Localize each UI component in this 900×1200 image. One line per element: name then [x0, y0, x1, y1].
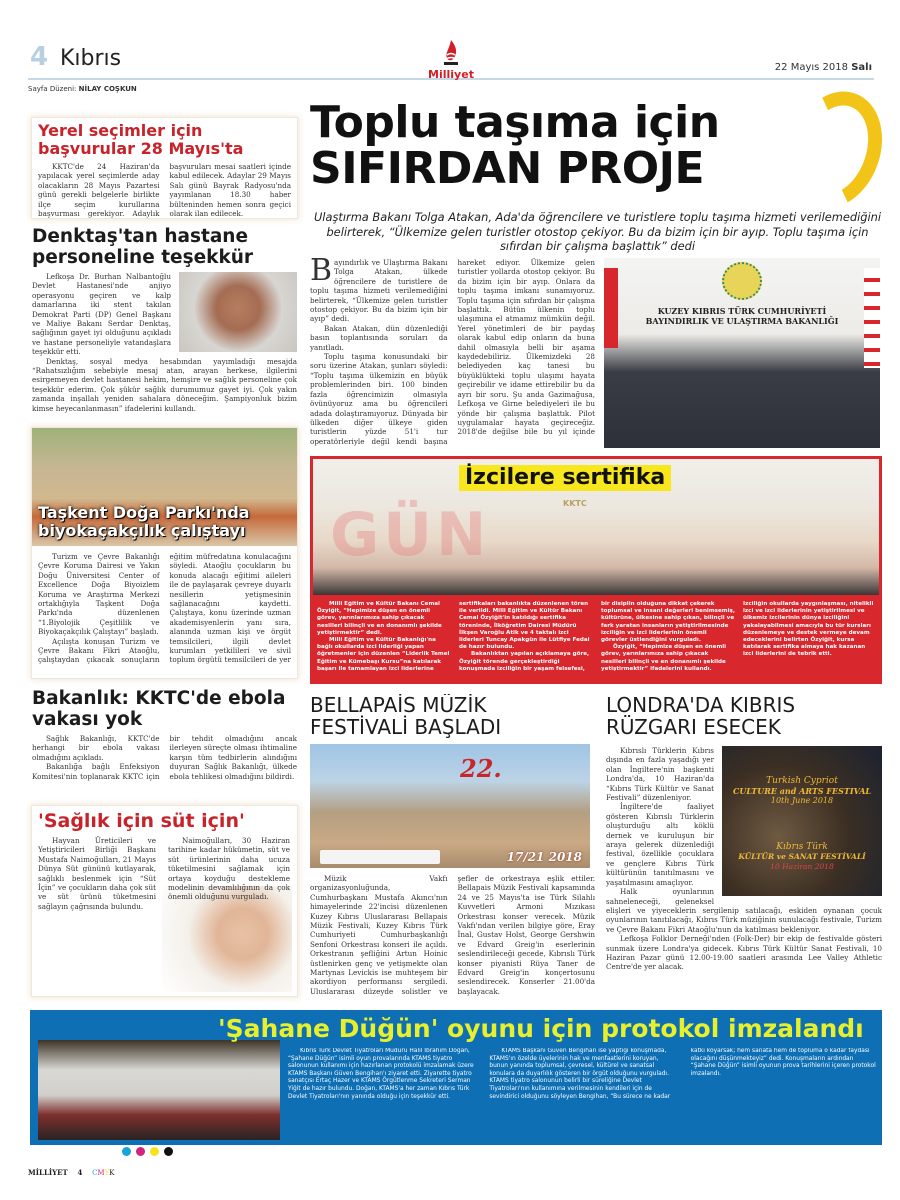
taskent-park-photo — [32, 428, 297, 546]
milk-paragraph: Naimoğulları, 30 Haziran tarihine kadar hükümetin, süt ve süt ürünlerinin daha ucuza tüketilmesini sağlamak için ortaya koyduğu destekleme modelinin devamlılığının da çok önemli olduğunu vurguladı. — [168, 836, 290, 902]
main-paragraph-text: ayındırlık ve Ulaştırma Bakanı Tolga Atakan, ülkede öğrencilere de turistlere de toplu taşıma hizmeti verilemediğini belirterek, “Ülkemize gelen turistler otostop çekiyor. Bu da bizim için bir ayıp” dedi. — [310, 258, 448, 324]
theatre-paragraph: Kıbrıs Türk Devlet Tiyatroları Müdürü Halil İbrahim Doğan, “Şahane Düğün” isimli oyun provalarında KTAMS tiyatro salonunun kullanımı için hazırlanan protokolü imzalamak üzere KTAMS Başkanı Güven Bengihan'ı ziyaret etti. Ziyarette tiyatro sanatçısı Ertaç Hazer ve KTAMS Örgütlenme Sekreteri Serman Yiğit de hazır bulundu. Doğan, KTAMS'a her zaman Kıbrıs Türk Devlet Tiyatroları'nın yanında olduğu için teşekkür etti. — [288, 1048, 474, 1100]
page-footer — [28, 1168, 114, 1177]
main-subheadline: Ulaştırma Bakanı Tolga Atakan, Ada'da öğrencilere ve turistlere toplu taşıma hizmeti verilemediğini belirterek, “Ülkemize gelen turistler otostop çekiyor. Bu da bizim için bir ayıp. Toplu taşıma için sıfırdan bir çalışma başlattık” dedi — [313, 210, 882, 253]
denktas-paragraph: Lefkoşa Dr. Burhan Nalbantoğlu Devlet Hastanesi'nde anjiyo operasyonu geçiren ve kalp damarlarına iki stent takılan Demokrat Parti (DP) Genel Başkanı ve Maliye Bakanı Serdar Denktaş, sağlığının gayet iyi olduğunu açıkladı ve hastane personeliyle vatandaşlara teşekkür etti. — [32, 272, 171, 357]
london-paragraph: Lefkoşa Folklor Derneği'nden (Folk-Der) bir ekip de festivalde gösteri sunmak üzere Londra'ya gidecek. Kıbrıs Türk Kültür Sanat Festivali, 10 Haziran Pazar günü 12.00-19.00 saatleri arasında Lee Valley Athletic Centre'de yer alacak. — [606, 934, 882, 972]
poster-line: 10th June 2018 — [770, 796, 834, 805]
denktas-article — [32, 226, 297, 421]
main-headline-line1: Toplu taşıma için — [310, 97, 720, 148]
denktas-body — [32, 272, 297, 413]
main-paragraph — [310, 258, 448, 324]
london-paragraph: Kıbrıslı Türklerin Kıbrıs dışında en fazla yaşadığı yer olan İngiltere'nin başkenti Londra'da, 10 Haziran'da “Kıbrıs Türk Kültür ve Sanat Festivali” düzenleniyor. — [606, 746, 714, 803]
bellapais-headline-line1: BELLAPAİS MÜZİK — [310, 694, 487, 717]
cmyk-y: Y — [104, 1169, 110, 1177]
ministry-banner-line1: KUZEY KIBRIS TÜRK CUMHURİYETİ — [657, 306, 827, 316]
ebola-headline: Bakanlık: KKTC'de ebola vakası yok — [32, 688, 286, 730]
london-paragraph: Halk oyunlarının sahneleneceği, geleneksel elişleri ve yiyeceklerin sergilenip satılacağı, eskiden oynanan çocuk oyunlarının tanıtılacağı, Kıbrıs Türk müziğinin sunulacağı festivale, Turizm ve Çevre Bakanı Fikri Ataoğlu'nun da katılması bekleniyor. — [606, 887, 882, 934]
sponsor-logos — [320, 850, 440, 864]
taskent-paragraph: Açılışta konuşan Turizm ve Çevre Bakanı Fikri Ataoğlu, çalıştaydan çıkacak sonuçların eğitim müfredatına konulacağını söyledi. Ataoğlu çocukların bu konuda alacağı eğitimi aileleri ile de paylaşarak çevreye duyarlı nesillerin yetişmesinin sağlanacağını kaydetti. Çalıştaya, konu üzerinde uzman akademisyenlerin yanı sıra, alanında uzman kişi ve örgüt temsilcileri, ilgili devlet kurumları yetkilileri ve sivil toplum örgütü temsilcileri de yer — [38, 552, 291, 665]
main-paragraph: Toplu taşıma konusundaki bir soru üzerine Atakan, şunları söyledi: “Toplu taşıma ülkemizin en büyük problemlerinden biri. 100 binden fazla öğrencimizin olmasıyla övünüyoruz ama bu öğrencileri adada dolaştıramıyoruz. Dünyada bir ülkeden diğer ülkeye giden turistlerin yüzde 51'i tur operatörleriyle değil kendi başına hareket ediyor. Ülkemize gelen turistler yollarda otostop çekiyor. Bu da bizim için bir ayıp. Onlara da toplu taşıma imkanı sunamıyoruz. Toplu taşıma için sıfırdan bir çalışma başlattık. Bütün ülkenin toplu ulaşımına el atmamız mümkün değil. Yerel yönetimleri de bir paydaş olarak kabul edip onların da buna dahil olmasıyla belli bir aşama kaydedebiliriz. Ülkemizdeki 28 belediyeden kaç tanesi bu büyüklükteki toplu ulaşımı hayata geçirebilir ve idame ettirebilir bu da ayrı bir soru. Şu anda Gazimağusa, Lefkoşa ve Girne belediyeleri ile bu yönde bir çalışma başlattık. Pilot uygulamalar hayata geçireceğiz. 2018'de değilse bile bu yıl içinde — [310, 258, 595, 446]
theatre-article — [30, 1010, 882, 1145]
taskent-paragraph: Turizm ve Çevre Bakanlığı Çevre Koruma Dairesi ve Yakın Doğu Üniversitesi Center of Excellence Doğa Biyoizlem Koruma ve Araştırma Merkezi ortaklığıyla Taşkent Doğa Parkı'nda düzenlenen “1.Biyolojik Çeşitlilik ve Biyokaçakçılık Çalıştayı” başladı. — [38, 552, 160, 637]
elections-body — [38, 162, 291, 218]
elections-article — [32, 118, 297, 218]
poster-line: Turkish Cypriot — [766, 776, 838, 786]
scouts-paragraph: Milli Eğitim ve Kültür Bakanı Cemal Özyiğit, “Hepimize düşen en önemli görev, yarınlarımıza sahip çıkacak nesilleri bilinçli ve en donanımlı şekilde yetiştirmektir” dedi. — [317, 601, 442, 636]
bellapais-article — [310, 694, 595, 1004]
turkish-flag-icon — [604, 268, 618, 348]
poster-edition: 22. — [460, 754, 502, 783]
scouts-body — [317, 601, 877, 681]
elections-paragraph: KKTC'de 24 Haziran'da yapılacak yerel seçimlerde aday olacakların 28 Mayıs Pazartesi günü gerekli belgelerle birlikte ilçe seçim kurullarına başvurması gerekiyor. Adaylık başvuruları mesai saatleri içinde kabul edilecek. Adaylar 29 Mayıs Salı günü Bayrak Radyosu'nda yayımlanan 18.30 haber bülteninden hemen sonra geçici olarak ilan edilecek. — [38, 162, 291, 218]
denktas-headline: Denktaş'tan hastane personeline teşekkür — [32, 226, 254, 268]
section-title: Kıbrıs — [60, 46, 122, 71]
denktas-paragraph: Denktaş, sosyal medya hesabından yayımladığı mesajda “Rahatsızlığım sebebiyle mesaj atan, arayan herkese, ilgilerini esirgemeyen devlet hastanesi hekim, hemşire ve sağlık personeline çok teşekkür ederim. Çok şükür sağlık durumumuz gayet iyi. Çok yakın zamanda inşallah yeniden sahalara döneceğim. Şampiyonluk bizim kimse heyecanlanmasın” ifadelerini kullandı. — [32, 356, 297, 413]
london-headline — [606, 694, 882, 738]
ebola-body — [32, 734, 297, 781]
bellapais-paragraph: Müzik Vakfı organizasyonluğunda, Cumhurbaşkanı Mustafa Akıncı'nın himayelerinde 22'incisi düzenlenen Kuzey Kıbrıs Uluslararası Bellapais Müzik Festivali, Kuzey Kıbrıs Türk Cumhuriyeti Cumhurbaşkanlığı Senfoni Orkestrası konseri ile açıldı. Orkestranın şefliğini Artun Hoinic üstlenirken genç ve yetişmekte olan Martynas Levickis ise muhteşem bir akordiyon performansı sergiledi. Uluslararası düzeyde solistler ve şefler de orkestraya eşlik ettiler. Bellapais Müzik Festivali kapsamında 24 ve 25 Mayıs'ta ise Türk Silahlı Kuvvetleri Armoni Mızıkası Orkestrası konser verecek. Müzik Vakfı'ndan verilen bilgiye göre, Eray İnal, Gustav Holst, George Gershwin ve Edvard Greig'in eserlerinin seslendirileceği gecede, Kıbrıslı Türk konser piyanisti Rüya Taner de Edvard Greig'in konçertosunu seslendirecek. Konserler 21.00'da başlayacak. — [310, 874, 595, 996]
layout-credit — [28, 85, 137, 93]
london-festival-poster — [722, 746, 882, 896]
scouts-article — [310, 456, 882, 684]
flame-icon — [442, 38, 460, 68]
registration-marks — [122, 1147, 173, 1156]
page-number: 4 — [30, 42, 49, 72]
milk-body-col2 — [168, 836, 290, 902]
cmyk-label — [92, 1168, 114, 1177]
poster-dates-text: 17/21 — [506, 850, 545, 864]
date-text: 22 Mayıs 2018 — [774, 62, 848, 73]
cmyk-m: M — [97, 1169, 105, 1177]
poster-line: KÜLTÜR ve SANAT FESTİVALİ — [738, 852, 866, 861]
weekday-text: Salı — [851, 62, 872, 73]
cmyk-k: K — [109, 1169, 115, 1177]
main-paragraph: Bakan Atakan, dün düzenlediği basın toplantısında soruları da yanıtladı. — [310, 323, 448, 352]
theatre-headline: 'Şahane Düğün' oyunu için protokol imzalandı — [218, 1014, 864, 1043]
cyan-dot-icon — [122, 1147, 131, 1156]
taskent-headline — [38, 504, 250, 540]
main-headline-line2: SIFIRDAN PROJE — [310, 143, 705, 194]
issue-date — [775, 62, 872, 73]
kktc-emblem-icon — [722, 262, 762, 300]
watermark: GÜN — [330, 500, 491, 570]
bellapais-body — [310, 874, 595, 1004]
bellapais-poster — [310, 744, 590, 868]
magenta-dot-icon — [136, 1147, 145, 1156]
poster-year: 2018 — [548, 850, 582, 864]
scouts-paragraph: Özyiğit, “Hepimize düşen en önemli görev, yarınlarımıza sahip çıkacak nesilleri bilinçli ve en donanımlı şekilde yetiştirmektir” ifadelerini kullandı. İzciliğin okullarda yaygınlaşması, nitelikli izci ve izci liderlerinin yetiştirilmesi ve ülkemiz izcilerinin dünya izciliğini yakalayabilmesi amacıyla bu tür kursları düzenlemeye ve destek vermeye devam edeceklerini belirten Özyiğit, kursa katılarak sertifika almaya hak kazanan izci liderlerini de tebrik etti. — [601, 601, 874, 672]
denktas-photo — [179, 272, 297, 352]
poster-dates — [507, 850, 582, 864]
scouts-paragraph: Milli Eğitim ve Kültür Bakanlığı'na bağlı okullarda izci liderliği yapan öğretmenler için düzenlen “Liderlik Temel Eğitim ve Kümebaşı Kursu”na katılarak başarı ile tamamlayan izci liderlerine sertifikaları bakanlıkta düzenlenen tören ile verildi. Milli Eğitim ve Kültür Bakanı Cemal Özyiğit'in katıldığı sertifika töreninde, İlköğretim Dairesi Müdürü İlkşen Varoğlu Atik ve 4 taktalı izci liderleri Tuncay Apakgün ile Lütfiye Fedai de hazır bulundu. — [317, 601, 590, 672]
london-headline-line2: RÜZGARI ESECEK — [606, 715, 781, 739]
kktc-sign: KKTC — [563, 499, 587, 508]
ebola-paragraph: Sağlık Bakanlığı, KKTC'de herhangi bir ebola vakası olmadığını açıkladı. — [32, 734, 160, 762]
black-dot-icon — [164, 1147, 173, 1156]
elections-headline: Yerel seçimler için başvurular 28 Mayıs'ta — [38, 121, 244, 158]
theatre-paragraph: KTAMS Başkanı Güven Bengihan ise yaptığı konuşmada, KTAMS'ın özelde üyelerinin hak ve menfaatlerini koruyan, bunun yanında toplumsal, çevresel, kültürel ve sanatsal konulara da duyarlılık gösteren bir örgüt olduğunu vurguladı. KTAMS tiyatro salonunun belirli bir süreliğine Devlet Tiyatroları'nın kullanımına verilmesinin kendileri için de sevindirici olduğunu söyleyen Bengihan, “Bu sürece ne kadar katkı koyarsak; hem sanata hem de topluma o kadar faydası olacağını düşünmekteyiz” dedi. Konuşmaların ardından “Şahane Düğün” isimli oyunun prova tarihlerini içeren protokol imzalandı. — [489, 1048, 876, 1100]
ebola-paragraph: Bakanlığa bağlı Enfeksiyon Komitesi'nin toplanarak KKTC için bir tehdit olmadığını ancak ilerleyen süreçte olması ihtimaline karşın tüm tedbirlerin alındığını duyuran Sağlık Bakanlığı, ülkede ebola tehlikesi olmadığını bildirdi. — [32, 734, 297, 781]
ministry-banner-line2: BAYINDIRLIK VE ULAŞTIRMA BAKANLIĞI — [645, 316, 839, 326]
yellow-dot-icon — [150, 1147, 159, 1156]
scouts-paragraph: Bakanlıktan yapılan açıklamaya göre, Özyiğit törende gerçekleştirdiği konuşmada izciliğin bir yaşam felsefesi, bir disiplin olduğuna dikkat çekerek toplumsal ve insani değerleri benimsemiş, kültürüne, ülkesine sahip çıkan, bilinçli ve fark yaratan insanların yetiştirilmesinde izciliğin ve izci liderlerinin önemli görevler üstlendiğini vurguladı. — [459, 601, 735, 672]
main-headline — [310, 97, 880, 194]
london-body — [606, 746, 882, 972]
taskent-headline-line2: biyokaçakçılık çalıştayı — [38, 521, 246, 540]
london-paragraph: İngiltere'de faaliyet gösteren Kıbrıslı Türklerin oluşturduğu altı köklü dernek ve kuruluşun bir araya gelerek düzenlediği festival, özellikle çocuklara ve gençlere Kıbrıs Türk kültürünün tanıtılmasını ve yaşatılmasını amaçlıyor. — [606, 802, 714, 887]
milliyet-logo — [426, 38, 476, 81]
theatre-body — [288, 1048, 878, 1140]
bellapais-headline — [310, 694, 595, 738]
taskent-article — [32, 428, 297, 678]
layout-label: Sayfa Düzeni: — [28, 85, 77, 93]
layout-editor: NİLAY COŞKUN — [78, 85, 137, 93]
taskent-body — [32, 546, 297, 676]
child-milk-photo — [162, 886, 292, 992]
cmyk-c: C — [92, 1169, 98, 1177]
scouts-headline: İzcilere sertifika — [459, 465, 671, 491]
footer-page: 4 — [77, 1168, 83, 1177]
bellapais-headline-line2: FESTİVALİ BAŞLADI — [310, 715, 502, 739]
theatre-protocol-photo — [38, 1040, 280, 1140]
milk-article — [32, 806, 297, 996]
milk-paragraph: Hayvan Üreticileri ve Yetiştiricileri Birliği Başkanı Mustafa Naimoğulları, 21 Mayıs Dünya Süt gününü kutlayarak, sağlıklı beslenmek için “Süt İçin” ve çocukların daha çok süt ve süt ürünü tüketmesini sağlayın çağrısında bulundu. — [38, 836, 156, 911]
poster-line: 10 Haziran 2018 — [770, 862, 834, 871]
milk-headline: 'Sağlık için süt için' — [38, 810, 245, 832]
milk-body-col1 — [38, 836, 156, 911]
taskent-headline-line1: Taşkent Doğa Parkı'nda — [38, 503, 250, 522]
poster-line: CULTURE and ARTS FESTIVAL — [732, 786, 872, 796]
ministry-meeting-photo — [604, 258, 880, 448]
main-story-body — [310, 258, 595, 450]
footer-paper: MİLLİYET — [28, 1168, 68, 1177]
ebola-article — [32, 688, 297, 798]
drop-cap: B — [310, 258, 333, 288]
logo-text: Milliyet — [428, 68, 474, 81]
london-headline-line1: LONDRA'DA KIBRIS — [606, 694, 796, 717]
poster-line: Kıbrıs Türk — [776, 842, 828, 852]
trnc-flag-icon — [864, 268, 880, 368]
london-article — [606, 694, 882, 1004]
ministry-banner — [604, 306, 880, 326]
